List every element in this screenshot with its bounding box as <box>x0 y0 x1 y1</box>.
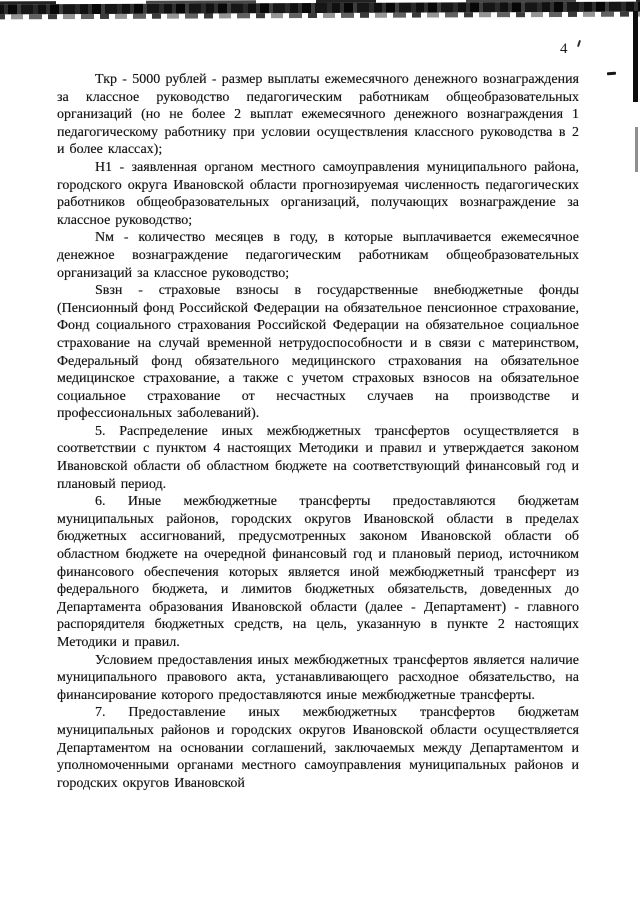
paragraph-svzn-definition: Sвзн - страховые взносы в государственные внебюджетные фонды (Пенсионный фонд Российской Федерации на обязательное пенсионное страхование, Фонд социального страхования Российской Федерации на обязательное социальное страхование на случай временной нетрудоспособности и в связи с материнством, Федеральный фонд обязательного медицинского страхования на обязательное медицинское страхование, а также с учетом страховых взносов на обязательное социальное страхование от несчастных случаев на производстве и профессиональных заболеваний). <box>57 283 579 422</box>
scan-artifact-dash <box>607 72 616 76</box>
page-number: 4 <box>560 41 569 57</box>
paragraph-nm-definition: Nм - количество месяцев в году, в которые выплачивается ежемесячное денежное вознаграждение педагогическим работникам общеобразовательных организаций за классное руководство; <box>57 230 579 281</box>
paragraph-item-6: 6. Иные межбюджетные трансферты предоставляются бюджетам муниципальных районов, городских округов Ивановской области в пределах бюджетных ассигнований, предусмотренных законом Ивановской области об областном бюджете на очередной финансовый год и плановый период, источником финансового обеспечения которых является иной межбюджетный трансферт из федерального бюджета, и лимитов бюджетных обязательств, доведенных до Департамента образования Ивановской области (далее - Департамент) - главного распорядителя бюджетных средств, на цель, указанную в пункте 2 настоящих Методики и правил. <box>57 494 579 650</box>
paragraph-item-7: 7. Предоставление иных межбюджетных трансфертов бюджетам муниципальных районов и городских округов Ивановской области осуществляется Департаментом на основании соглашений, заключаемых между Департаментом и уполномоченными органами местного самоуправления муниципальных районов и городских округов Ивановской <box>57 705 579 791</box>
paragraph-n1-definition: Н1 - заявленная органом местного самоуправления муниципального района, городского округа Ивановской области прогнозируемая численность педагогических работников общеобразовательных организаций, получающих вознаграждение за классное руководство; <box>57 159 579 228</box>
paragraph-item-5: 5. Распределение иных межбюджетных трансфертов осуществляется в соответствии с пунктом 4 настоящих Методики и правил и утверждается законом Ивановской области об областном бюджете на соответствующий финансовый год и плановый период. <box>57 423 579 492</box>
scan-artifact-right-edge-faint <box>635 127 638 172</box>
document-body <box>57 71 579 792</box>
paragraph-condition: Условием предоставления иных межбюджетных трансфертов является наличие муниципального правового акта, устанавливающего расходное обязательство, на финансирование которого предоставляются иные межбюджетные трансферты. <box>57 652 579 703</box>
scan-artifact-tick <box>577 40 581 47</box>
scan-artifact-top-edge <box>0 2 640 15</box>
paragraph-tkr-definition: Ткр - 5000 рублей - размер выплаты ежемесячного денежного вознаграждения за классное руководство педагогическим работникам общеобразовательных организаций (но не более 2 выплат ежемесячного денежного вознаграждения 1 педагогическому работнику при условии осуществления классного руководства в 2 и более классах); <box>57 72 579 158</box>
scan-artifact-right-edge <box>633 11 638 102</box>
